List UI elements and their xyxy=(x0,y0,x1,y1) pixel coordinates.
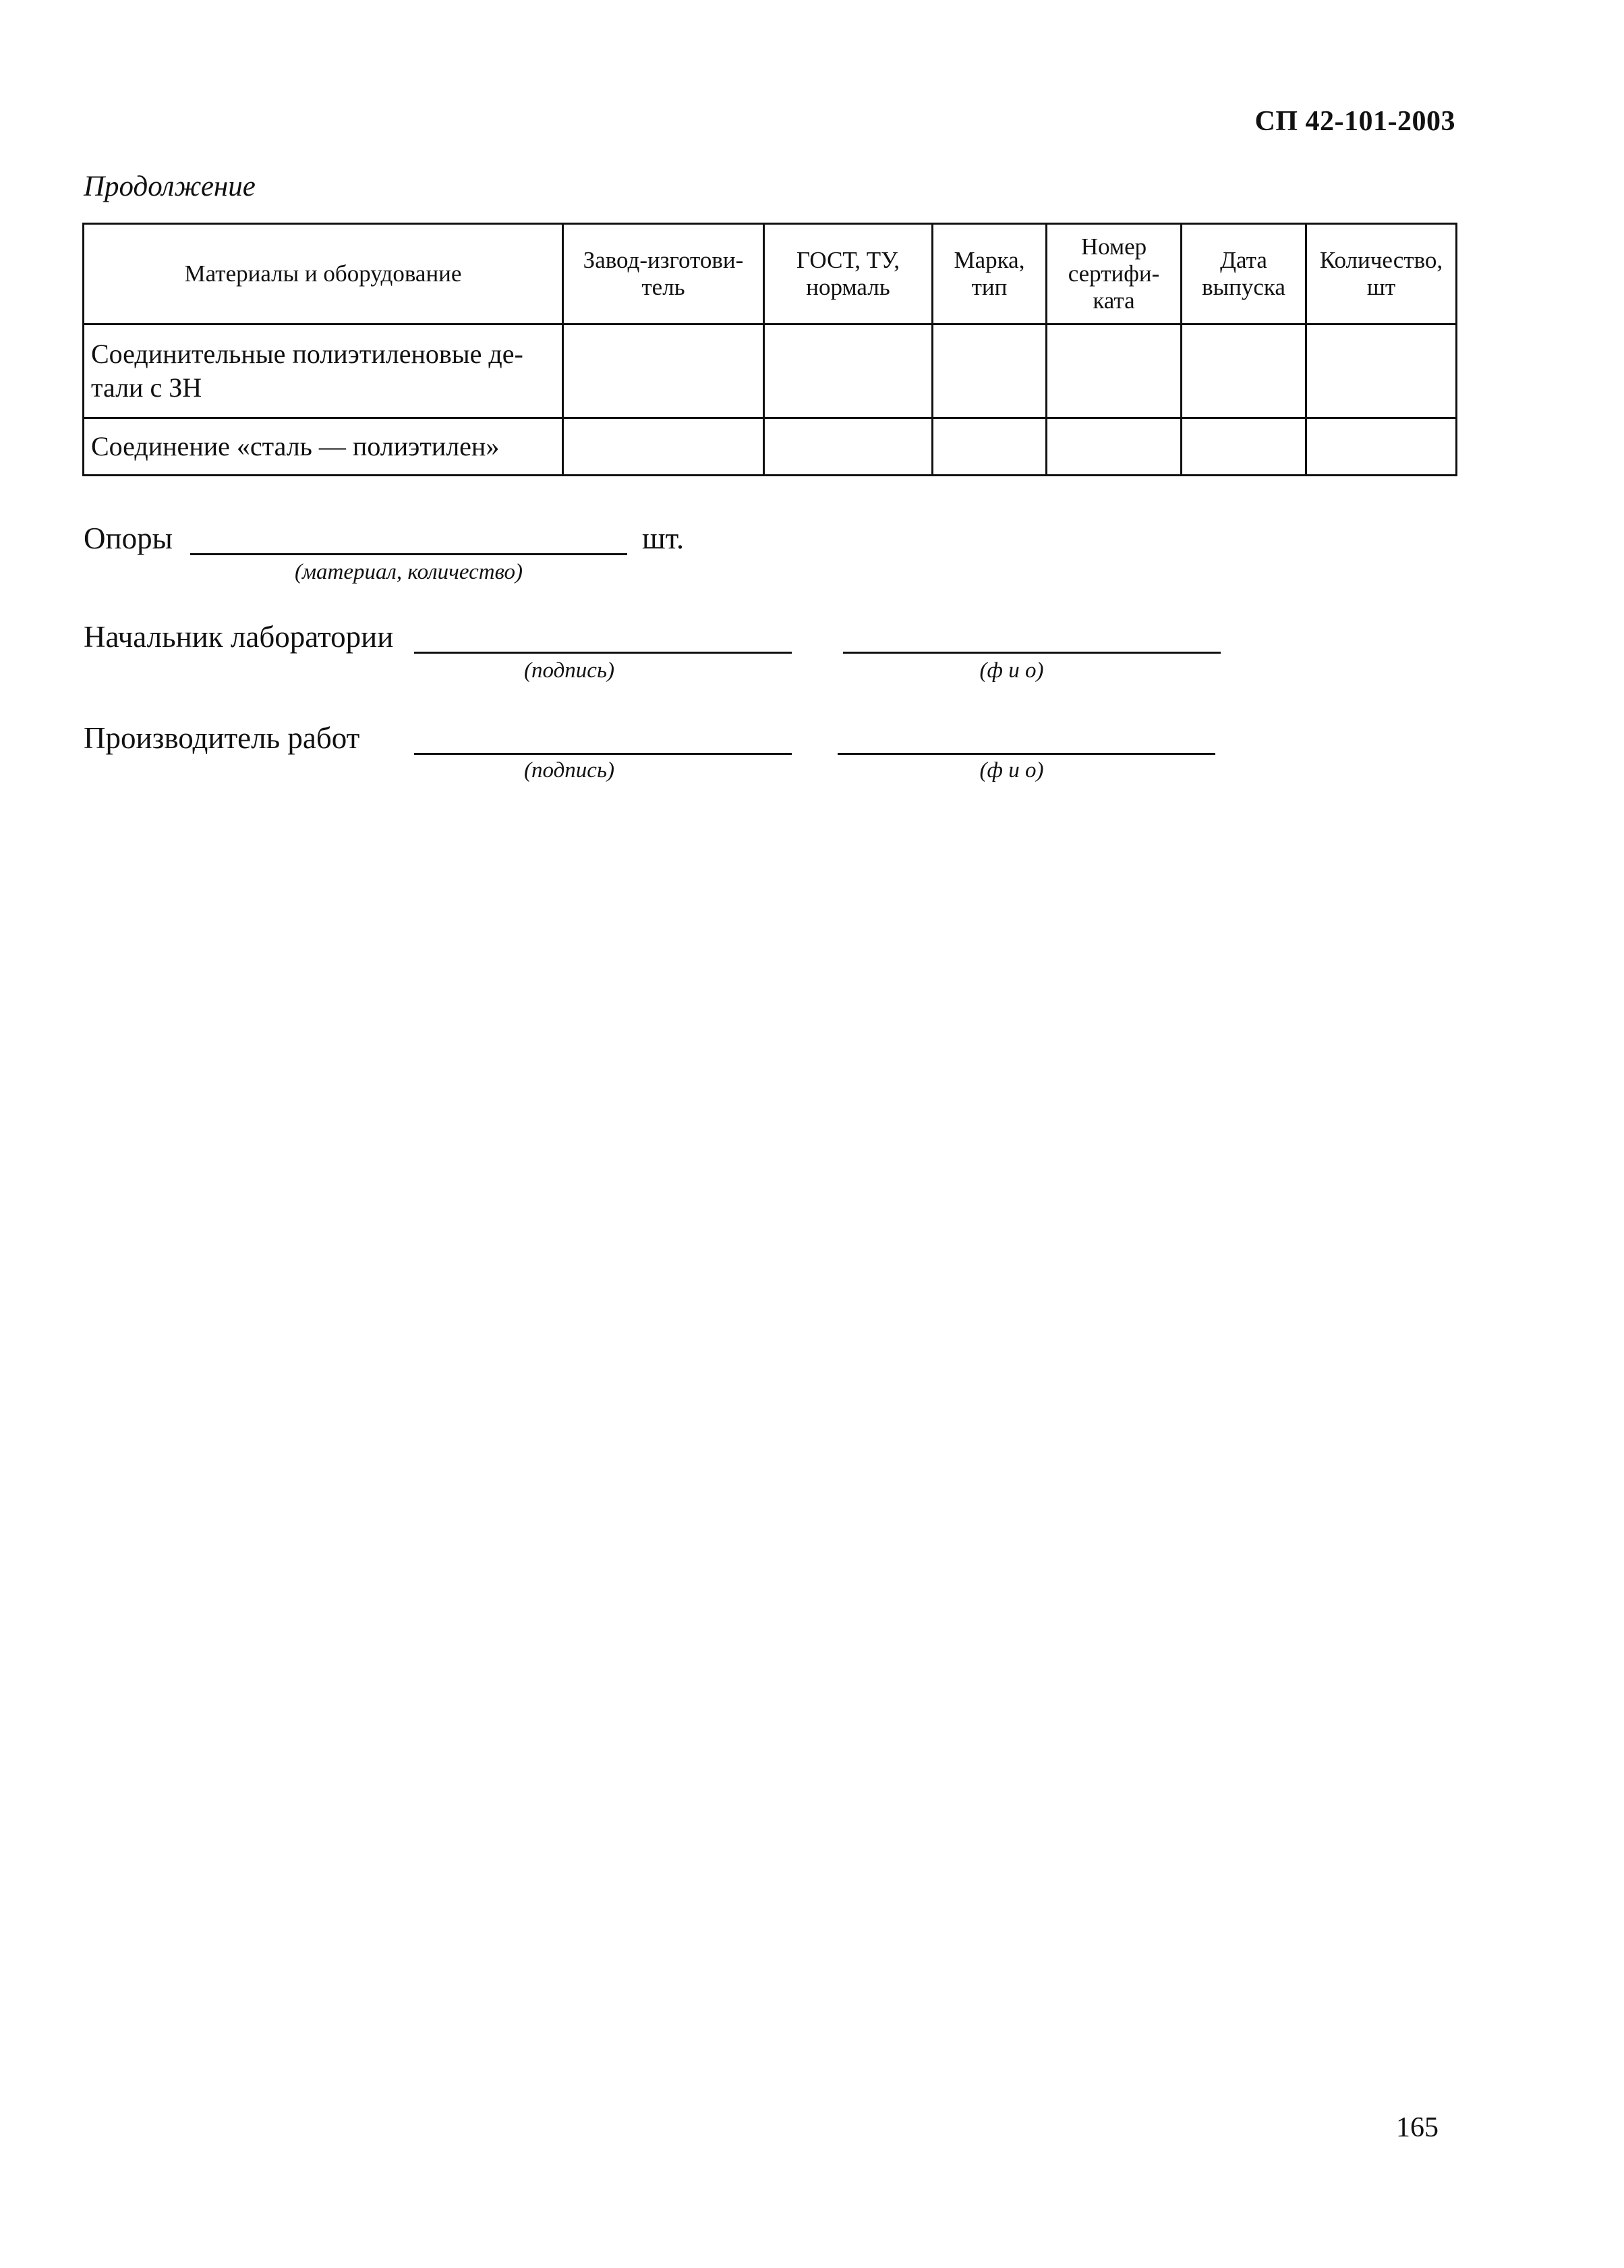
table-cell-text: Соединительные полиэтиленовые де- тали с ЗН xyxy=(91,339,523,403)
column-header-text: Завод-изготови- тель xyxy=(583,247,744,300)
table-cell xyxy=(84,418,563,476)
column-header-text: ГОСТ, ТУ, нормаль xyxy=(796,247,900,300)
column-header-text: Материалы и оборудование xyxy=(184,260,462,287)
supports-input-line[interactable] xyxy=(190,553,627,555)
column-header-text: Количество, шт xyxy=(1319,247,1443,300)
continuation-label: Продолжение xyxy=(84,171,256,202)
table-header-row xyxy=(84,224,1457,324)
works-manager-signature-hint: (подпись) xyxy=(524,758,614,783)
table-cell xyxy=(1306,418,1457,476)
supports-unit: шт. xyxy=(642,521,685,555)
column-header xyxy=(764,224,933,324)
table-cell xyxy=(1182,418,1306,476)
column-header xyxy=(1306,224,1457,324)
table-cell xyxy=(563,324,764,418)
lab-head-signature-line[interactable] xyxy=(414,652,792,654)
lab-head-signature-hint: (подпись) xyxy=(524,658,614,683)
materials-table xyxy=(82,223,1457,476)
column-header xyxy=(933,224,1047,324)
lab-head-name-line[interactable] xyxy=(843,652,1221,654)
table-cell xyxy=(764,324,933,418)
table-row xyxy=(84,418,1457,476)
works-manager-name-hint: (ф и о) xyxy=(979,758,1044,783)
column-header xyxy=(1182,224,1306,324)
works-manager-label: Производитель работ xyxy=(84,721,360,755)
table-cell xyxy=(84,324,563,418)
table-cell xyxy=(1306,324,1457,418)
table-cell xyxy=(764,418,933,476)
table-cell xyxy=(933,324,1047,418)
table-cell xyxy=(563,418,764,476)
table-cell xyxy=(1182,324,1306,418)
table-cell xyxy=(1047,418,1182,476)
supports-hint: (материал, количество) xyxy=(295,560,523,584)
document-code: СП 42-101-2003 xyxy=(1254,106,1455,137)
column-header xyxy=(563,224,764,324)
lab-head-name-hint: (ф и о) xyxy=(979,658,1044,683)
table-cell xyxy=(1047,324,1182,418)
column-header xyxy=(84,224,563,324)
column-header xyxy=(1047,224,1182,324)
page-number: 165 xyxy=(1396,2112,1439,2143)
works-manager-signature-line[interactable] xyxy=(414,753,792,755)
column-header-text: Марка, тип xyxy=(954,247,1025,300)
works-manager-name-line[interactable] xyxy=(838,753,1215,755)
table-cell xyxy=(933,418,1047,476)
table-cell-text: Соединение «сталь — полиэтилен» xyxy=(91,431,500,461)
supports-label: Опоры xyxy=(84,521,173,555)
table-row xyxy=(84,324,1457,418)
lab-head-label: Начальник лаборатории xyxy=(84,620,394,654)
column-header-text: Номер сертифи- ката xyxy=(1068,233,1160,314)
column-header-text: Дата выпуска xyxy=(1202,247,1285,300)
